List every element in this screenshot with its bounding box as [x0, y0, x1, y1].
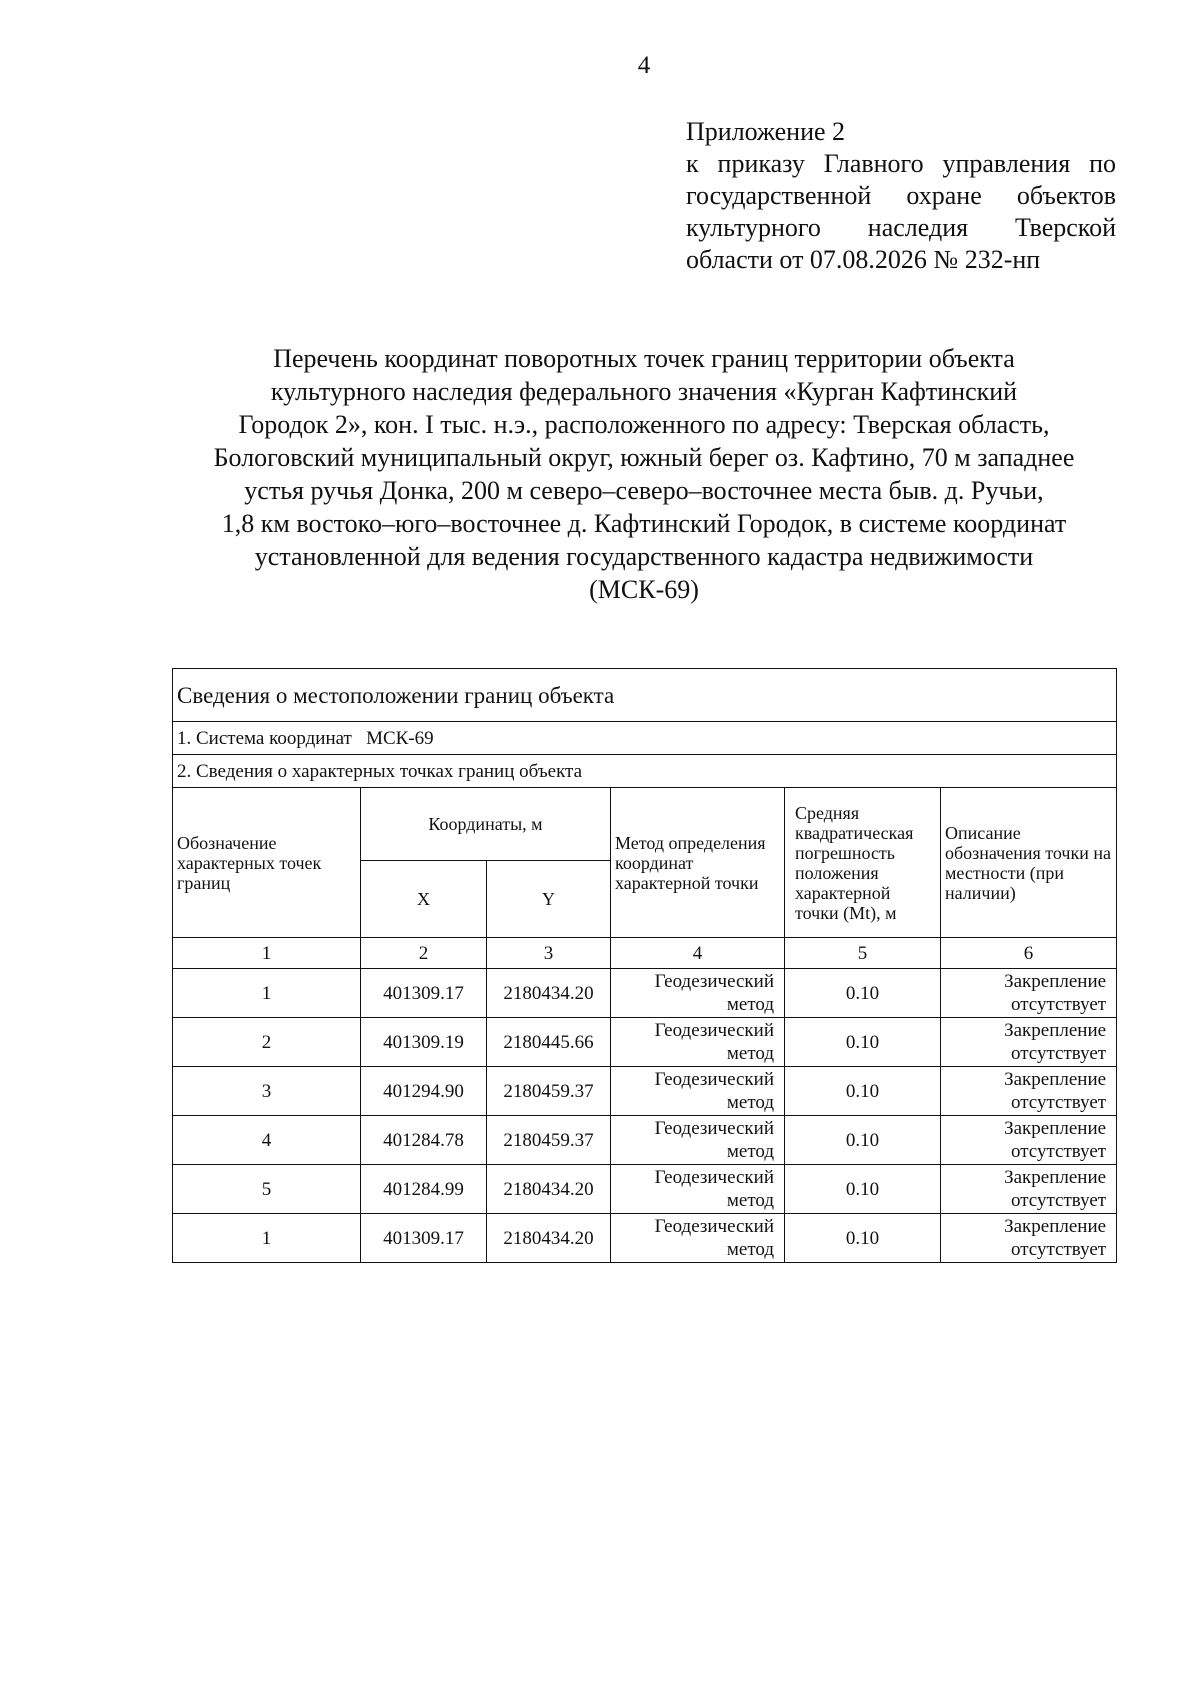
- description-cell: [941, 969, 1117, 1018]
- point-number: 3: [173, 1067, 361, 1116]
- description-text: отсутствует: [1011, 1239, 1107, 1260]
- description-cell: [941, 1165, 1117, 1214]
- annex-line: области от 07.08.2026 № 232-нп: [686, 245, 1041, 274]
- annex-line: к приказу Главного управления по: [686, 149, 1116, 178]
- description-text: Закрепление: [1004, 1118, 1107, 1139]
- document-title: [160, 342, 1128, 606]
- description-text: отсутствует: [1011, 1092, 1107, 1113]
- description-text: отсутствует: [1011, 1190, 1107, 1211]
- table-row: [173, 1214, 1117, 1263]
- table-row: [173, 1116, 1117, 1165]
- x-value: 401309.19: [361, 1018, 487, 1067]
- annex-line: Приложение 2: [686, 117, 846, 146]
- x-value: 401284.99: [361, 1165, 487, 1214]
- method-cell: [611, 969, 785, 1018]
- method-text: метод: [726, 1190, 774, 1211]
- method-text: метод: [726, 1043, 774, 1064]
- y-value: 2180434.20: [487, 969, 611, 1018]
- method-text: метод: [726, 1239, 774, 1260]
- method-cell: [611, 1067, 785, 1116]
- header-y: Y: [487, 861, 611, 938]
- header-method: Метод определения координат характерной точки: [611, 788, 785, 938]
- coordinates-table: [172, 668, 1117, 1263]
- point-number: 5: [173, 1165, 361, 1214]
- annex-block: [686, 116, 1116, 276]
- method-cell: [611, 1214, 785, 1263]
- column-number: 5: [785, 938, 941, 969]
- x-value: 401294.90: [361, 1067, 487, 1116]
- column-number-row: [173, 938, 1117, 969]
- title-line: Перечень координат поворотных точек границ территории объекта: [273, 344, 1015, 373]
- title-line: Городок 2», кон. I тыс. н.э., расположенного по адресу: Тверская область,: [238, 410, 1050, 439]
- mt-value: 0.10: [785, 1067, 941, 1116]
- point-number: 1: [173, 1214, 361, 1263]
- coordinate-system-row: [173, 722, 1117, 755]
- method-cell: [611, 1165, 785, 1214]
- description-text: отсутствует: [1011, 1043, 1107, 1064]
- y-value: 2180434.20: [487, 1165, 611, 1214]
- point-number: 1: [173, 969, 361, 1018]
- mt-value: 0.10: [785, 1018, 941, 1067]
- mt-value: 0.10: [785, 969, 941, 1018]
- x-value: 401309.17: [361, 969, 487, 1018]
- table-row: [173, 1067, 1117, 1116]
- point-number: 4: [173, 1116, 361, 1165]
- column-number: 6: [941, 938, 1117, 969]
- title-line: 1,8 км востоко–юго–восточнее д. Кафтинский Городок, в системе координат: [221, 509, 1067, 538]
- header-x: X: [361, 861, 487, 938]
- method-cell: [611, 1018, 785, 1067]
- description-text: отсутствует: [1011, 1141, 1107, 1162]
- method-text: Геодезический: [654, 1118, 774, 1139]
- method-text: Геодезический: [654, 971, 774, 992]
- header-error: Средняя квадратическая погрешность положения характерной точки (Mt), м: [785, 788, 941, 938]
- y-value: 2180459.37: [487, 1116, 611, 1165]
- coordinate-system: 1. Система координат МСК-69: [173, 722, 1117, 755]
- method-text: Геодезический: [654, 1020, 774, 1041]
- column-number: 1: [173, 938, 361, 969]
- description-text: Закрепление: [1004, 1020, 1107, 1041]
- description-cell: [941, 1067, 1117, 1116]
- description-text: Закрепление: [1004, 1069, 1107, 1090]
- point-number: 2: [173, 1018, 361, 1067]
- points-caption-row: [173, 755, 1117, 788]
- method-text: Геодезический: [654, 1216, 774, 1237]
- column-number: 2: [361, 938, 487, 969]
- header-row: [173, 788, 1117, 861]
- mt-value: 0.10: [785, 1165, 941, 1214]
- y-value: 2180434.20: [487, 1214, 611, 1263]
- x-value: 401309.17: [361, 1214, 487, 1263]
- header-coordinates: Координаты, м: [361, 788, 611, 861]
- title-line: (МСК-69): [589, 575, 699, 604]
- title-line: культурного наследия федерального значения «Курган Кафтинский: [270, 377, 1018, 406]
- table-caption: Сведения о местоположении границ объекта: [173, 669, 1117, 722]
- method-text: Геодезический: [654, 1167, 774, 1188]
- table-row: [173, 1018, 1117, 1067]
- title-line: Бологовский муниципальный округ, южный берег оз. Кафтино, 70 м западнее: [213, 443, 1075, 472]
- title-line: установленной для ведения государственного кадастра недвижимости: [254, 542, 1034, 571]
- header-description: Описание обозначения точки на местности (при наличии): [941, 788, 1117, 938]
- table-caption-row: [173, 669, 1117, 722]
- column-number: 3: [487, 938, 611, 969]
- method-cell: [611, 1116, 785, 1165]
- description-text: Закрепление: [1004, 971, 1107, 992]
- y-value: 2180445.66: [487, 1018, 611, 1067]
- description-text: отсутствует: [1011, 994, 1107, 1015]
- method-text: метод: [726, 1092, 774, 1113]
- table-row: [173, 1165, 1117, 1214]
- table-row: [173, 969, 1117, 1018]
- description-cell: [941, 1214, 1117, 1263]
- x-value: 401284.78: [361, 1116, 487, 1165]
- description-cell: [941, 1018, 1117, 1067]
- y-value: 2180459.37: [487, 1067, 611, 1116]
- mt-value: 0.10: [785, 1116, 941, 1165]
- header-designation: Обозначение характерных точек границ: [173, 788, 361, 938]
- annex-line: государственной охране объектов: [686, 181, 1116, 210]
- method-text: метод: [726, 994, 774, 1015]
- description-cell: [941, 1116, 1117, 1165]
- method-text: метод: [726, 1141, 774, 1162]
- annex-line: культурного наследия Тверской: [686, 213, 1116, 242]
- description-text: Закрепление: [1004, 1167, 1107, 1188]
- method-text: Геодезический: [654, 1069, 774, 1090]
- points-caption: 2. Сведения о характерных точках границ объекта: [173, 755, 1117, 788]
- mt-value: 0.10: [785, 1214, 941, 1263]
- column-number: 4: [611, 938, 785, 969]
- description-text: Закрепление: [1004, 1216, 1107, 1237]
- title-line: устья ручья Донка, 200 м северо–северо–восточнее места быв. д. Ручьи,: [244, 476, 1044, 505]
- page-number: 4: [637, 52, 651, 79]
